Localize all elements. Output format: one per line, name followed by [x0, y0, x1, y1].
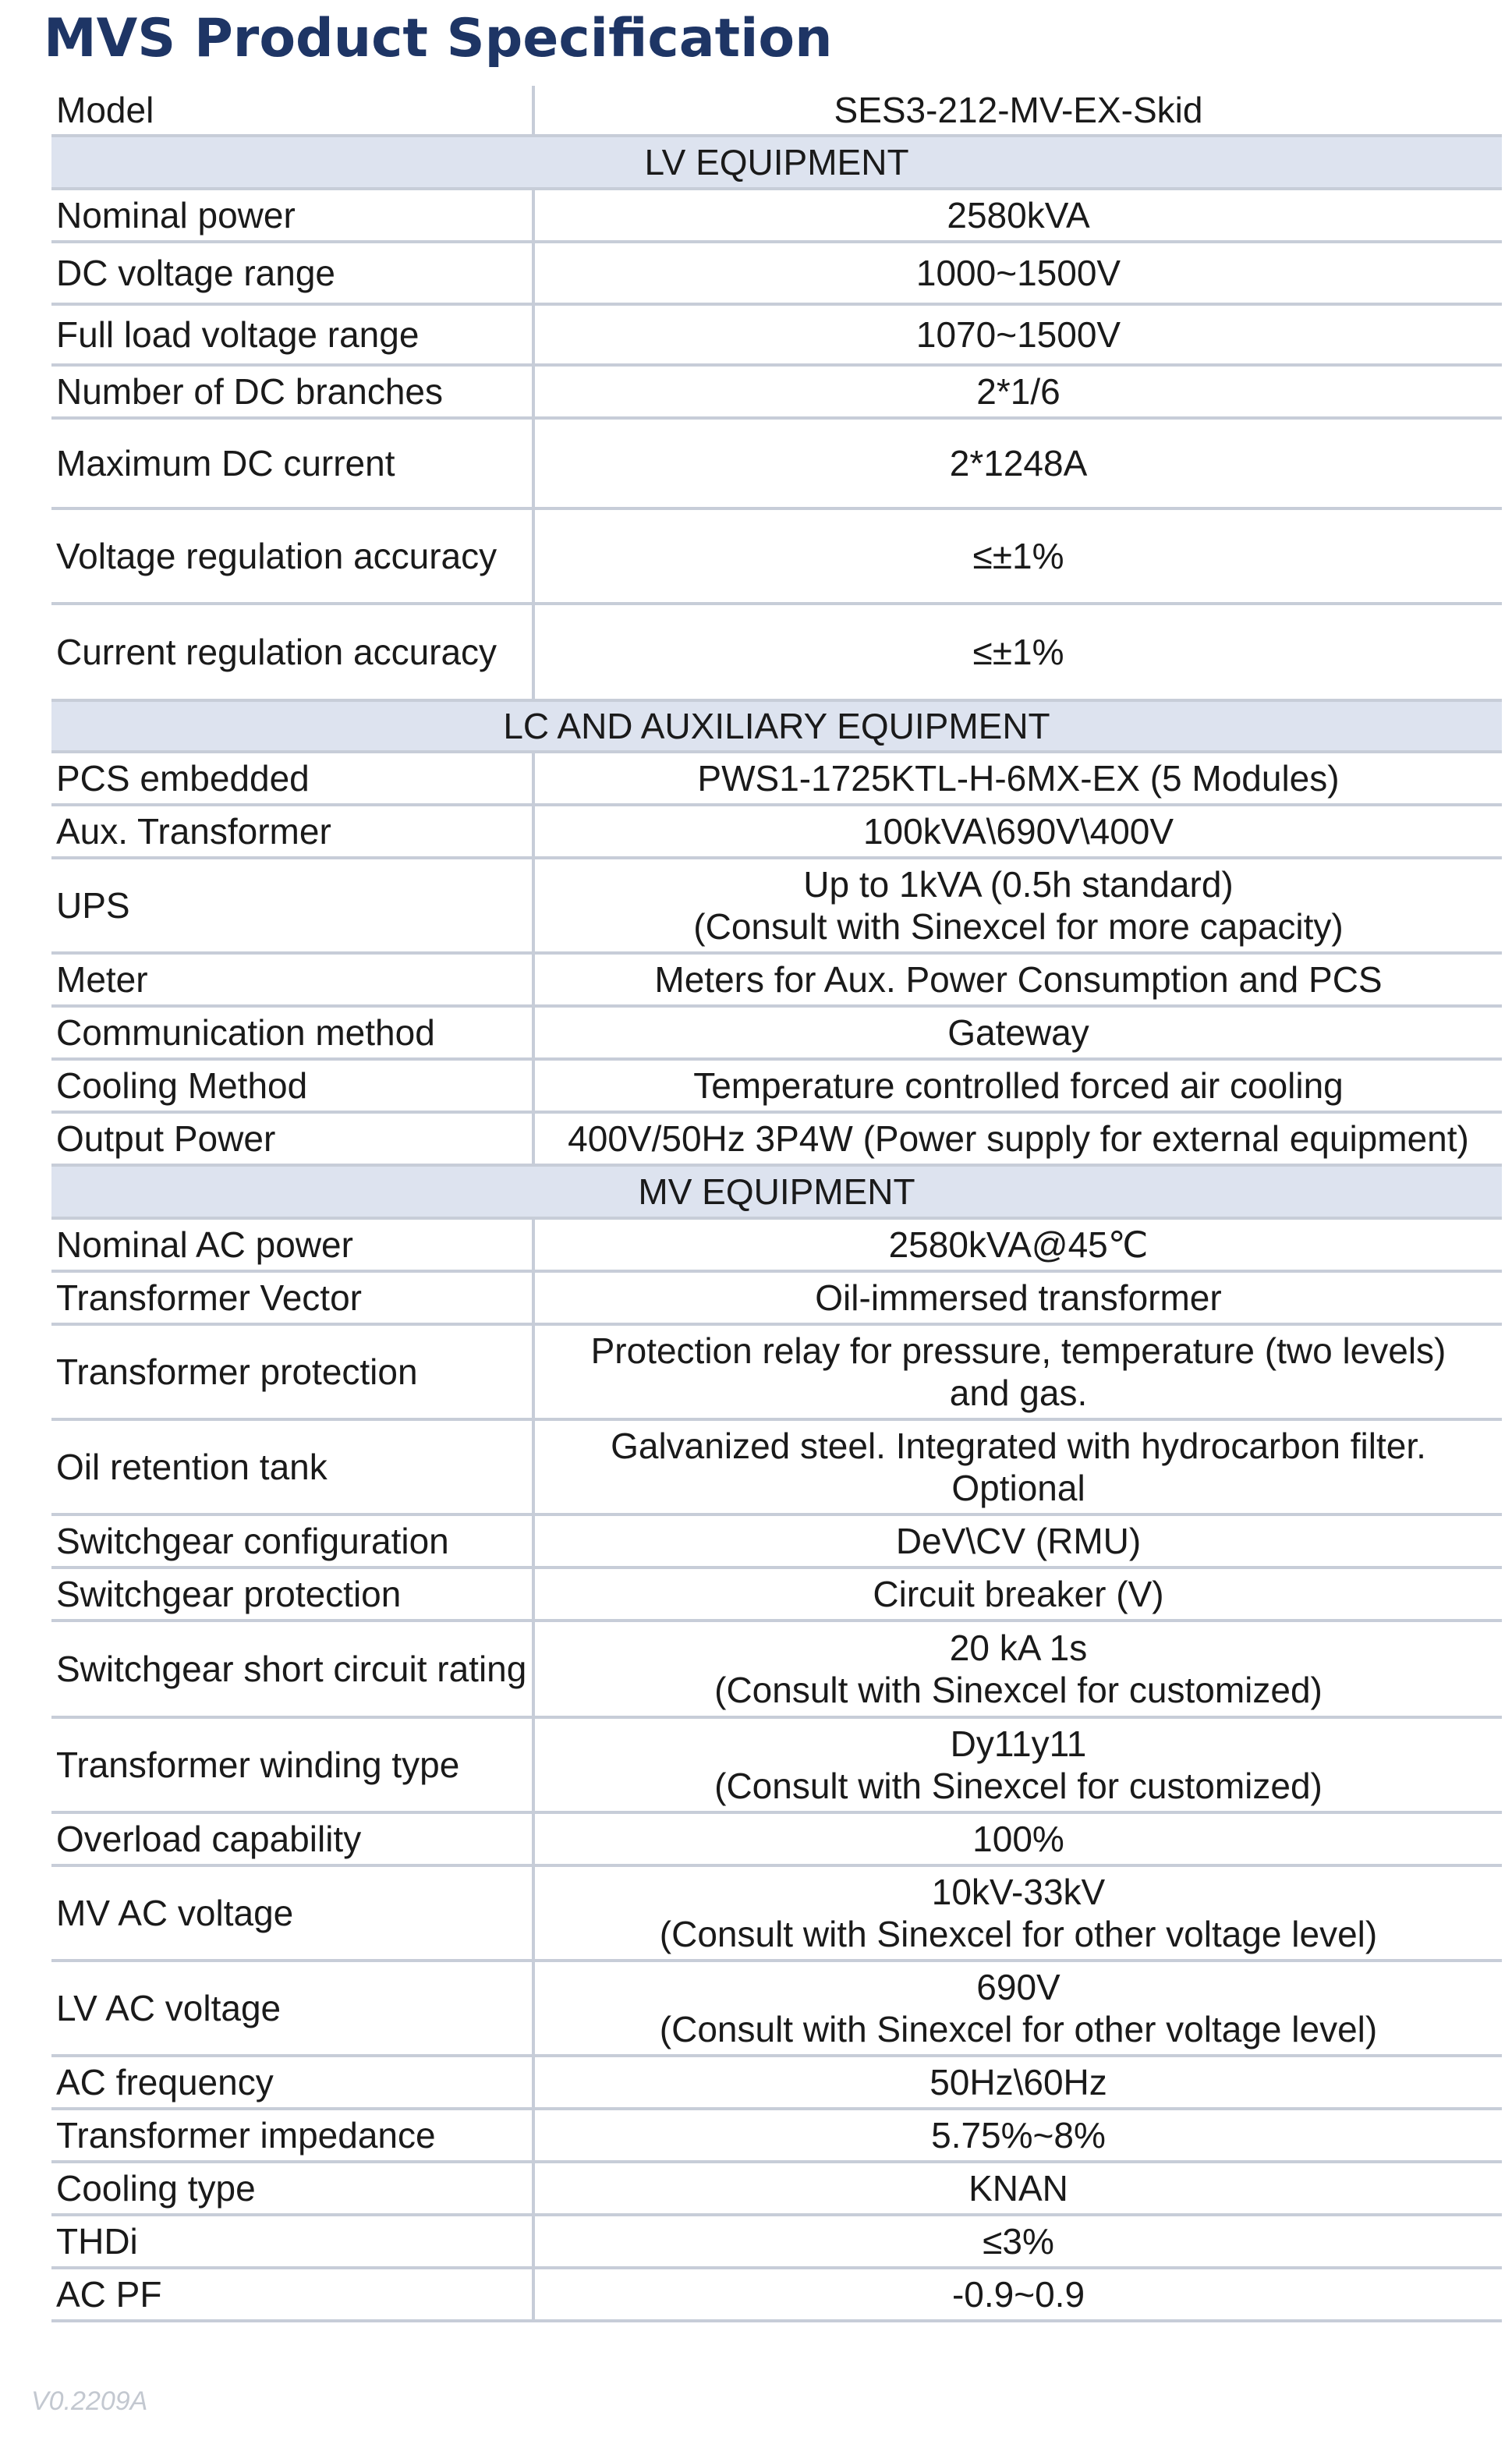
table-row — [51, 1419, 1502, 1514]
spec-label: Maximum DC current — [51, 418, 533, 508]
spec-label: Aux. Transformer — [51, 805, 533, 858]
spec-value: Galvanized steel. Integrated with hydrocarbon filter. Optional — [533, 1419, 1502, 1514]
table-row — [51, 1568, 1502, 1621]
spec-label: Transformer protection — [51, 1324, 533, 1419]
table-row — [51, 1865, 1502, 1961]
spec-value: 100kVA\690V\400V — [533, 805, 1502, 858]
table-row — [51, 752, 1502, 805]
table-row — [51, 1006, 1502, 1059]
section-header: LV EQUIPMENT — [51, 136, 1502, 189]
table-row — [51, 86, 1502, 136]
table-row — [51, 2162, 1502, 2215]
table-row — [51, 604, 1502, 700]
section-header-row — [51, 1165, 1502, 1218]
spec-label: Output Power — [51, 1112, 533, 1165]
spec-value: Meters for Aux. Power Consumption and PCS — [533, 953, 1502, 1006]
spec-label: Voltage regulation accuracy — [51, 508, 533, 604]
spec-label: THDi — [51, 2215, 533, 2268]
spec-value: Circuit breaker (V) — [533, 1568, 1502, 1621]
table-row — [51, 2215, 1502, 2268]
table-row — [51, 2056, 1502, 2109]
table-row — [51, 1812, 1502, 1865]
spec-value: Gateway — [533, 1006, 1502, 1059]
section-header-row — [51, 700, 1502, 752]
spec-value: ≤3% — [533, 2215, 1502, 2268]
section-header: MV EQUIPMENT — [51, 1165, 1502, 1218]
spec-label: MV AC voltage — [51, 1865, 533, 1961]
spec-label: DC voltage range — [51, 242, 533, 304]
spec-value: PWS1-1725KTL-H-6MX-EX (5 Modules) — [533, 752, 1502, 805]
spec-value: 2*1248A — [533, 418, 1502, 508]
section-header: LC AND AUXILIARY EQUIPMENT — [51, 700, 1502, 752]
spec-label: Switchgear protection — [51, 1568, 533, 1621]
spec-table-body — [51, 86, 1502, 2321]
section-header-row — [51, 136, 1502, 189]
table-row — [51, 304, 1502, 365]
spec-value: DeV\CV (RMU) — [533, 1514, 1502, 1568]
table-row — [51, 2109, 1502, 2162]
spec-value: 10kV-33kV (Consult with Sinexcel for other voltage level) — [533, 1865, 1502, 1961]
spec-label: Overload capability — [51, 1812, 533, 1865]
table-row — [51, 1717, 1502, 1812]
spec-value: Up to 1kVA (0.5h standard) (Consult with Sinexcel for more capacity) — [533, 858, 1502, 953]
table-row — [51, 189, 1502, 242]
table-row — [51, 508, 1502, 604]
table-row — [51, 1271, 1502, 1324]
spec-value: Dy11y11 (Consult with Sinexcel for customized) — [533, 1717, 1502, 1812]
spec-value: 1070~1500V — [533, 304, 1502, 365]
spec-value: 690V (Consult with Sinexcel for other voltage level) — [533, 1961, 1502, 2056]
spec-label: Nominal AC power — [51, 1218, 533, 1271]
spec-value: KNAN — [533, 2162, 1502, 2215]
spec-value: 20 kA 1s (Consult with Sinexcel for customized) — [533, 1621, 1502, 1717]
spec-value: Protection relay for pressure, temperature (two levels) and gas. — [533, 1324, 1502, 1419]
table-row — [51, 858, 1502, 953]
spec-value: Oil-immersed transformer — [533, 1271, 1502, 1324]
table-row — [51, 1324, 1502, 1419]
spec-label: AC frequency — [51, 2056, 533, 2109]
version-label: V0.2209A — [31, 2386, 148, 2416]
table-row — [51, 242, 1502, 304]
spec-value: 2*1/6 — [533, 365, 1502, 418]
spec-label: Nominal power — [51, 189, 533, 242]
spec-value: 1000~1500V — [533, 242, 1502, 304]
spec-label: AC PF — [51, 2268, 533, 2321]
spec-label: Number of DC branches — [51, 365, 533, 418]
spec-table — [51, 86, 1502, 2322]
page-title: MVS Product Specification — [44, 8, 833, 69]
table-row — [51, 1218, 1502, 1271]
spec-label: Current regulation accuracy — [51, 604, 533, 700]
spec-label: Switchgear configuration — [51, 1514, 533, 1568]
spec-value: ≤±1% — [533, 604, 1502, 700]
spec-label: LV AC voltage — [51, 1961, 533, 2056]
spec-value: 400V/50Hz 3P4W (Power supply for external equipment) — [533, 1112, 1502, 1165]
spec-value: ≤±1% — [533, 508, 1502, 604]
table-row — [51, 365, 1502, 418]
spec-label: Transformer winding type — [51, 1717, 533, 1812]
spec-label: Transformer impedance — [51, 2109, 533, 2162]
spec-value: 2580kVA@45℃ — [533, 1218, 1502, 1271]
spec-value: 5.75%~8% — [533, 2109, 1502, 2162]
table-row — [51, 1621, 1502, 1717]
table-row — [51, 2268, 1502, 2321]
spec-label: Transformer Vector — [51, 1271, 533, 1324]
spec-value: 50Hz\60Hz — [533, 2056, 1502, 2109]
spec-label: Model — [51, 86, 533, 136]
spec-label: Switchgear short circuit rating — [51, 1621, 533, 1717]
table-row — [51, 1059, 1502, 1112]
table-row — [51, 953, 1502, 1006]
table-row — [51, 1112, 1502, 1165]
table-row — [51, 805, 1502, 858]
table-row — [51, 1961, 1502, 2056]
table-row — [51, 418, 1502, 508]
table-row — [51, 1514, 1502, 1568]
spec-value: SES3-212-MV-EX-Skid — [533, 86, 1502, 136]
spec-label: UPS — [51, 858, 533, 953]
spec-label: Communication method — [51, 1006, 533, 1059]
spec-label: Full load voltage range — [51, 304, 533, 365]
spec-value: 2580kVA — [533, 189, 1502, 242]
spec-label: Meter — [51, 953, 533, 1006]
spec-label: Cooling type — [51, 2162, 533, 2215]
spec-value: -0.9~0.9 — [533, 2268, 1502, 2321]
spec-label: PCS embedded — [51, 752, 533, 805]
spec-value: Temperature controlled forced air cooling — [533, 1059, 1502, 1112]
spec-label: Oil retention tank — [51, 1419, 533, 1514]
spec-label: Cooling Method — [51, 1059, 533, 1112]
spec-value: 100% — [533, 1812, 1502, 1865]
